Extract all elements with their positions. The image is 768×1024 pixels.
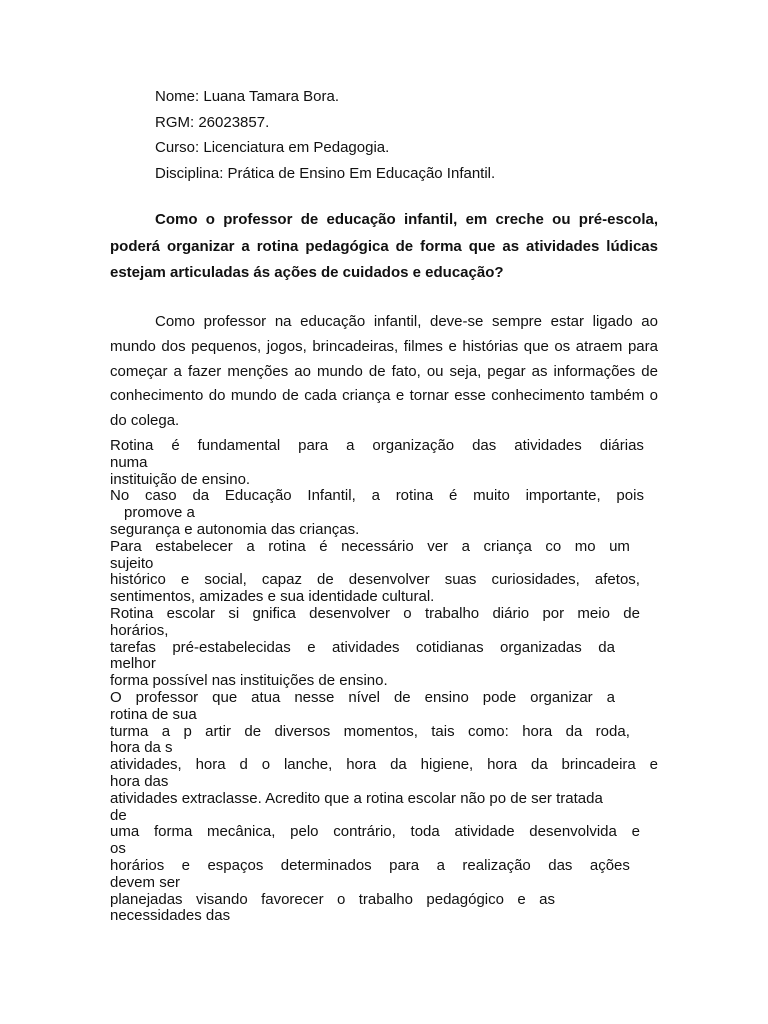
text-line: promove a <box>124 504 195 522</box>
student-rgm: RGM: 26023857. <box>155 113 270 131</box>
course: Curso: Licenciatura em Pedagogia. <box>155 139 390 156</box>
text-line: horários, <box>110 621 169 639</box>
text-line: Rotina escolar si gnifica desenvolver o trabalho diário por meio de <box>110 604 640 622</box>
text-line: hora das <box>110 772 169 790</box>
text-line: devem ser <box>110 873 181 891</box>
text-line: O professor que atua nesse nível de ensino pode organizar a <box>110 688 615 706</box>
text-line: rotina de sua <box>110 705 197 723</box>
text-line: hora da s <box>110 739 173 757</box>
text-line: os <box>110 840 126 858</box>
text-line: atividades, hora d o lanche, hora da higiene, hora da brincadeira e <box>110 756 658 774</box>
text-line: histórico e social, capaz de desenvolver suas curiosidades, afetos, <box>110 571 640 589</box>
text-line: melhor <box>110 655 156 673</box>
discipline: Disciplina: Prática de Ensino Em Educação Infantil. <box>155 164 496 182</box>
text-line: necessidades das <box>110 907 231 925</box>
question-heading: Como o professor de educação infantil, em creche ou pré-escola, poderá organizar a rotina pedagógica de forma que as atividades lúdicas estejam articuladas ás ações de cuidados e educação? <box>110 211 658 281</box>
text-line: No caso da Educação Infantil, a rotina é muito importante, pois <box>110 487 644 505</box>
text-line: segurança e autonomia das crianças. <box>110 520 360 538</box>
text-line: Rotina é fundamental para a organização das atividades diárias <box>110 437 644 454</box>
text-line: uma forma mecânica, pelo contrário, toda atividade desenvolvida e <box>110 823 640 841</box>
student-name: Nome: Luana Tamara Bora. <box>155 88 339 105</box>
text-line: instituição de ensino. <box>110 470 251 488</box>
text-line: horários e espaços determinados para a realização das ações <box>110 856 630 874</box>
text-line: atividades extraclasse. Acredito que a rotina escolar não po de ser tratada <box>110 789 603 807</box>
text-line: Para estabelecer a rotina é necessário ver a criança co mo um <box>110 537 630 555</box>
text-line: numa <box>110 453 148 471</box>
text-line: sentimentos, amizades e sua identidade cultural. <box>110 588 435 606</box>
text-line: planejadas visando favorecer o trabalho pedagógico e as <box>110 890 555 908</box>
text-line: forma possível nas instituições de ensino. <box>110 672 388 690</box>
answer-paragraph: Como professor na educação infantil, deve-se sempre estar ligado ao mundo dos pequenos, jogos, brincadeiras, filmes e histórias que os atraem para começar a fazer menções ao mundo de fato, ou seja, pegar as informações de conhecimento do mundo de cada criança e tornar esse conhecimento também o do colega. <box>110 313 658 430</box>
text-line: de <box>110 806 127 824</box>
text-line: sujeito <box>110 554 154 572</box>
text-line: turma a p artir de diversos momentos, tais como: hora da roda, <box>110 722 630 740</box>
body-text <box>110 438 658 925</box>
text-line: tarefas pré-estabelecidas e atividades cotidianas organizadas da <box>110 638 615 656</box>
student-info <box>155 84 495 186</box>
